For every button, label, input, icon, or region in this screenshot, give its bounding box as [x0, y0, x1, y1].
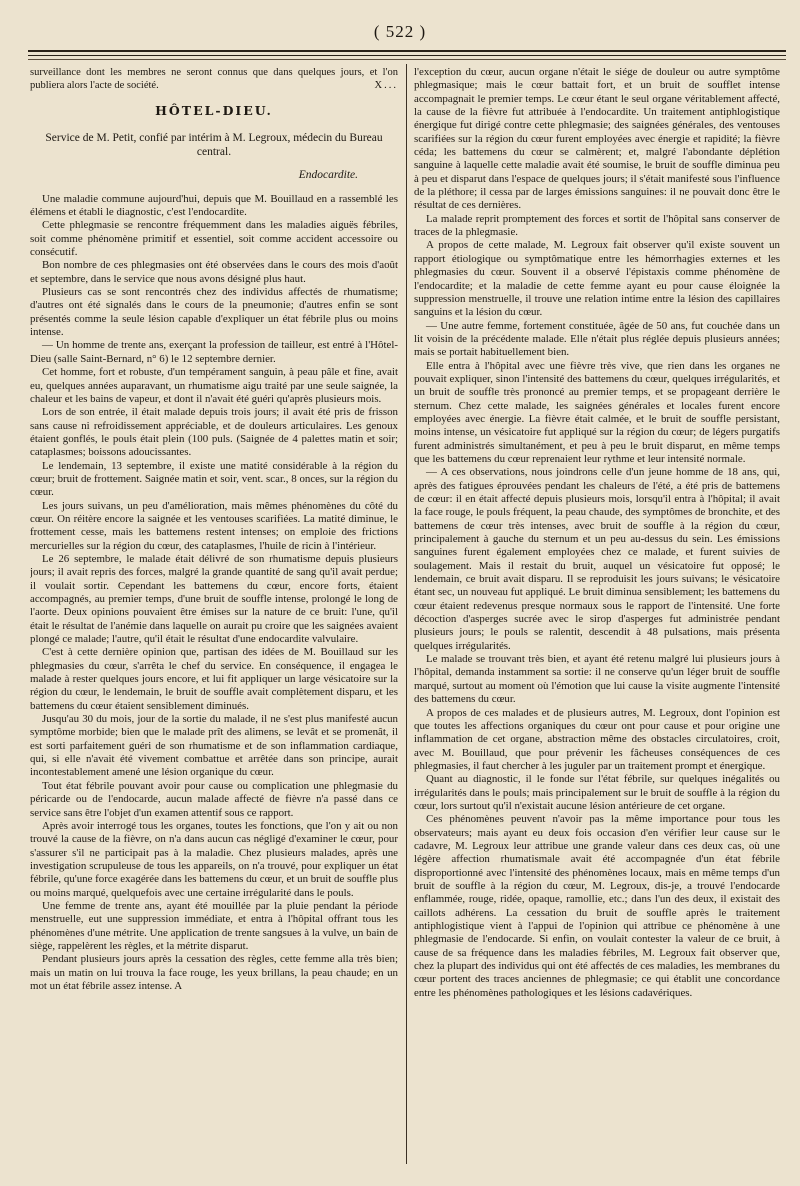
paragraph: Après avoir interrogé tous les organes, toutes les fonctions, que l'on y ait ou non trouvé la cause de la fièvre, on n'a dans aucun cas négligé d'examiner le cœur, pour s'assurer s'il ne participait pas à la maladie. Chez plusieurs malades, après une investigation scrupuleuse de tous les appareils, on n'a trouvé, pour expliquer un état fébrile, qu'une force exagérée dans les battemens du cœur, et un bruit de souffle plus ou moins marqué, quelquefois avec une certaine irrégularité dans le pouls.	[30, 819, 398, 899]
paragraph: Elle entra à l'hôpital avec une fièvre très vive, que rien dans les organes ne pouvait expliquer, sinon l'intensité des battemens du cœur, quelques irrégularités, et un bruit de souffle très prononcé au premier temps, et se propageant derrière le sternum. Chez cette malade, les saignées générales et locales furent encore employées avec énergie. La fièvre était calmée, et le bruit de souffle persistant, moins intense, un vésicatoire fut appliqué sur la région du cœur; de légers purgatifs furent administrés simultanément, et peu à peu le bruit disparut, en même temps que les battemens du cœur reprenaient leur rythme et leur intensité normale.	[414, 359, 780, 465]
subhead: Endocardite.	[298, 169, 358, 182]
paragraph: — A ces observations, nous joindrons celle d'un jeune homme de 18 ans, qui, après des fatigues éprouvées pendant les chaleurs de l'été, a été pris de battemens de cœur: il en était affecté depuis plusieurs mois, lorsqu'il entra à l'hôpital; il avait la face rouge, le pouls fréquent, la peau chaude, des symptômes de bronchite, et des battemens de cœur très intenses, avec bruit de souffle à la région du cœur, principalement à gauche du sternum et un peu au-dessus du sein. Les émissions sanguines furent également employées chez ce malade, et furent suivies de soulagement. Mais il restait du bruit, auquel un vésicatoire fut opposé; le lendemain, ce bruit avait disparu. Il se reproduisit les jours suivans; le vésicatoire étant sec, un nouveau fut appliqué. Le bruit diminua sensiblement; les battemens du cœur étaient redevenus presque normaux sous le rapport de l'intensité. Une forte décoction d'asperges sucrée avec le sirop d'asperges fut administrée pendant plusieurs jours; le pouls se ralentit, descendit à 48 pulsations, mais présenta quelques irrégularités.	[414, 466, 780, 652]
right-column	[414, 66, 780, 1168]
paragraph: Plusieurs cas se sont rencontrés chez des individus affectés de rhumatisme; d'autres ont été signalés dans le cours de la pneumonie; d'autres enfin se sont présentés comme la seule lésion capable d'expliquer un état fébrile plus ou moins intense.	[30, 286, 398, 339]
paragraph: Tout état fébrile pouvant avoir pour cause ou complication une phlegmasie du péricarde ou de l'endocarde, aucun malade affecté de fièvre n'a passé dans ce service sans être l'objet d'un examen attentif sous ce rapport.	[30, 779, 398, 819]
header-rule-thin	[28, 59, 786, 60]
paragraph: Quant au diagnostic, il le fonde sur l'état fébrile, sur quelques inégalités ou irrégularités dans le pouls; mais principalement sur le bruit de souffle à la région du cœur, lors surtout qu'il n'existait aucune lésion antérieure de cet organe.	[414, 773, 780, 812]
header-rule	[28, 50, 786, 56]
paragraph: A propos de cette malade, M. Legroux fait observer qu'il existe souvent un rapport étiologique ou symptômatique entre les hémorrhagies externes et les phlegmasies du cœur. Souvent il a observé l'épistaxis comme phénomène de l'endocardite; et la maladie de cette femme ayant eu pour cause éloignée la suppression menstruelle, il trouve une relation intime entre la lésion des capillaires sanguins et la lésion du cœur.	[414, 239, 780, 319]
paragraph: Cette phlegmasie se rencontre fréquemment dans les maladies aiguës fébriles, soit comme phénomène primitif et essentiel, soit comme accident accessoire ou consécutif.	[30, 219, 398, 259]
paragraph: Bon nombre de ces phlegmasies ont été observées dans le cours des mois d'août et septembre, dans le service que nous avons désigné plus haut.	[30, 259, 398, 285]
section-title: HÔTEL-DIEU.	[155, 103, 273, 118]
page-header	[0, 18, 800, 50]
paragraph: Une maladie commune aujourd'hui, depuis que M. Bouillaud en a rassemblé les élémens et établi le diagnostic, c'est l'endocardite.	[30, 192, 398, 219]
paragraph: — Un homme de trente ans, exerçant la profession de tailleur, est entré à l'Hôtel-Dieu (salle Saint-Bernard, n° 6) le 12 septembre dernier.	[30, 339, 398, 365]
left-column	[30, 66, 398, 1168]
paragraph: — Une autre femme, fortement constituée, âgée de 50 ans, fut couchée dans un lit voisin de la précédente malade. Elle n'était plus réglée depuis plusieurs années; mais se portait habituellement bien.	[414, 319, 780, 359]
column-divider	[406, 64, 407, 1164]
intro-text: surveillance dont les membres ne seront connus que dans quelques jours, et l'on publiera alors l'acte de société.	[30, 67, 398, 91]
paragraph: Le malade se trouvant très bien, et ayant été retenu malgré lui plusieurs jours à l'hôpital, demanda instamment sa sortie: il ne conserve qu'un léger bruit de souffle marqué, surtout au moment où l'émotion que lui cause la visite augmente l'intensité des battemens du cœur.	[414, 653, 780, 706]
signature: X...	[374, 80, 398, 91]
paragraph: Ces phénomènes peuvent n'avoir pas la même importance pour tous les observateurs; mais ayant eu deux fois occasion d'en vérifier leur cause sur le cadavre, M. Legroux leur attribue une grande valeur dans ces deux cas, où une légère affection rhumatismale avait été accompagnée d'un état fébrile disproportionné avec l'intensité des phénomènes locaux, mais en même temps d'un bruit de souffle à la région du cœur, M. Legroux, dis-je, a trouvé l'endocarde enflammée, rouge, ridée, opaque, ramollie, etc.; dans l'un des deux, il existait des caillots adhérens. La cessation du bruit de souffle après le traitement antiphlogistique vient à l'appui de l'opinion qui attribue ce phénomène à une phlegmasie de l'endocarde. Si enfin, on voulait contester la valeur de ce bruit, à cause de sa fréquence dans les maladies fébriles, M. Legroux fait observer que, chez la plupart des individus qui ont été affectés de ces maladies, les membranes du cœur portent des traces anciennes de phlegmasie; ce qui établit une concordance entre les phénomènes pathologiques et les lésions cadavériques.	[414, 813, 780, 999]
paragraph: La malade reprit promptement des forces et sortit de l'hôpital sans conserver de traces de la phlegmasie.	[414, 212, 780, 239]
paragraph: C'est à cette dernière opinion que, partisan des idées de M. Bouillaud sur les phlegmasies du cœur, s'arrêta le chef du service. En conséquence, il engagea le malade à rester quelques jours encore, et lui fit appliquer un large vésicatoire sur la région du cœur, le lendemain, le bruit de souffle avait complètement disparu, et les battemens du cœur étaient sensiblement diminués.	[30, 646, 398, 712]
paragraph: Le 26 septembre, le malade était délivré de son rhumatisme depuis plusieurs jours; il avait repris des forces, malgré la grande quantité de sang qu'il avait perdue; il voulait sortir. Cependant les battemens du cœur, encore forts, étaient accompagnés, au premier temps, d'une bruit de souffle intense, prolongé le long de l'aorte. Deux opinions pouvaient être émises sur la nature de ce bruit: l'une, qu'il était le résultat de l'anémie dans laquelle on aurait pu croire que les saignées avaient plongé ce malade; l'autre, qu'il était le résultat d'une endocardite valvulaire.	[30, 552, 398, 646]
paragraph: l'exception du cœur, aucun organe n'était le siége de douleur ou autre symptôme phlegmasique; mais le cœur battait fort, et un bruit de soufflet intense accompagnait le premier temps. Le cœur étant le seul organe véritablement affecté, la cause de la fièvre fut attribuée à l'endocardite. Un traitement antiphlogistique énergique fut dirigé contre cette phlegmasie; des saignées générales, des ventouses scarifiées sur la région du cœur furent employées avec énergie et rapidité; la fièvre céda; les battemens du cœur se calmèrent; et, malgré l'abondante déplétion sanguine à laquelle cette maladie avait été soumise, le bruit de souffle diminua peu à peu et disparut dans l'espace de quelques jours; il s'était manifesté sous l'influence de la pléthore; il cessa par de larges émissions sanguines: il ne pouvait donc être le résultat de ces dernières.	[414, 66, 780, 212]
paragraph: A propos de ces malades et de plusieurs autres, M. Legroux, dont l'opinion est que toutes les affections organiques du cœur ont pour cause et pour origine une inflammation de cet organe, abstraction même des obstacles circulatoires, croit, avec M. Bouillaud, que pour prévenir les fâcheuses conséquences de ces phlegmasies, il faut chercher à les juguler par un traitement prompt et énergique.	[414, 706, 780, 772]
paragraph: Lors de son entrée, il était malade depuis trois jours; il avait été pris de frisson sans cause ni refroidissement appréciable, et de douleurs articulaires. Les genoux étaient gonflés, le pouls était plein (100 puls. (Saignée de 4 palettes matin et soir; cataplasmes; boissons adoucissantes.	[30, 406, 398, 459]
paragraph: Jusqu'au 30 du mois, jour de la sortie du malade, il ne s'est plus manifesté aucun symptôme morbide; bien que le malade prît des alimens, se levât et se promenât, il est sorti parfaitement guéri de son rhumatisme et de son inflammation cardiaque, qui, si elle n'avait été vivement combattue et arrêtée dans son principe, aurait incontestablement amené une lésion organique du cœur.	[30, 713, 398, 779]
paragraph: Le lendemain, 13 septembre, il existe une matité considérable à la région du cœur; bruit de frottement. Saignée matin et soir, vent. scar., 8 onces, sur la région du cœur.	[30, 459, 398, 499]
page-number: ( 522 )	[373, 22, 427, 41]
paragraph: Les jours suivans, un peu d'amélioration, mais mêmes phénomènes du côté du cœur. On réitère encore la saignée et les ventouses scarifiées. La matité diminue, le frottement cesse, mais les battemens restent intenses; on emploie des frictions mercurielles sur la région du cœur, des cataplasmes, l'huile de ricin à l'intérieur.	[30, 499, 398, 552]
service-line: Service de M. Petit, confié par intérim à M. Legroux, médecin du Bureau central.	[45, 132, 383, 159]
paragraph: Cet homme, fort et robuste, d'un tempérament sanguin, à peau pâle et fine, avait eu, quelques années auparavant, un rhumatisme aigu traité par une seule saignée, la chaleur et les bains de vapeur, et dont il n'avait été guéri qu'après plusieurs mois.	[30, 366, 398, 405]
paragraph: Pendant plusieurs jours après la cessation des règles, cette femme alla très bien; mais un matin on lui trouva la face rouge, les yeux brillans, la peau chaude; en un mot un état fébrile assez intense. A	[30, 953, 398, 992]
paragraph: Une femme de trente ans, ayant été mouillée par la pluie pendant la période menstruelle, eut une suppression immédiate, et entra à l'hôpital offrant tous les phénomènes d'une métrite. Une application de trente sangsues à la vulve, un bain de siège, rappelèrent les règles, et la métrite disparut.	[30, 899, 398, 952]
intro-paragraph	[30, 66, 398, 92]
